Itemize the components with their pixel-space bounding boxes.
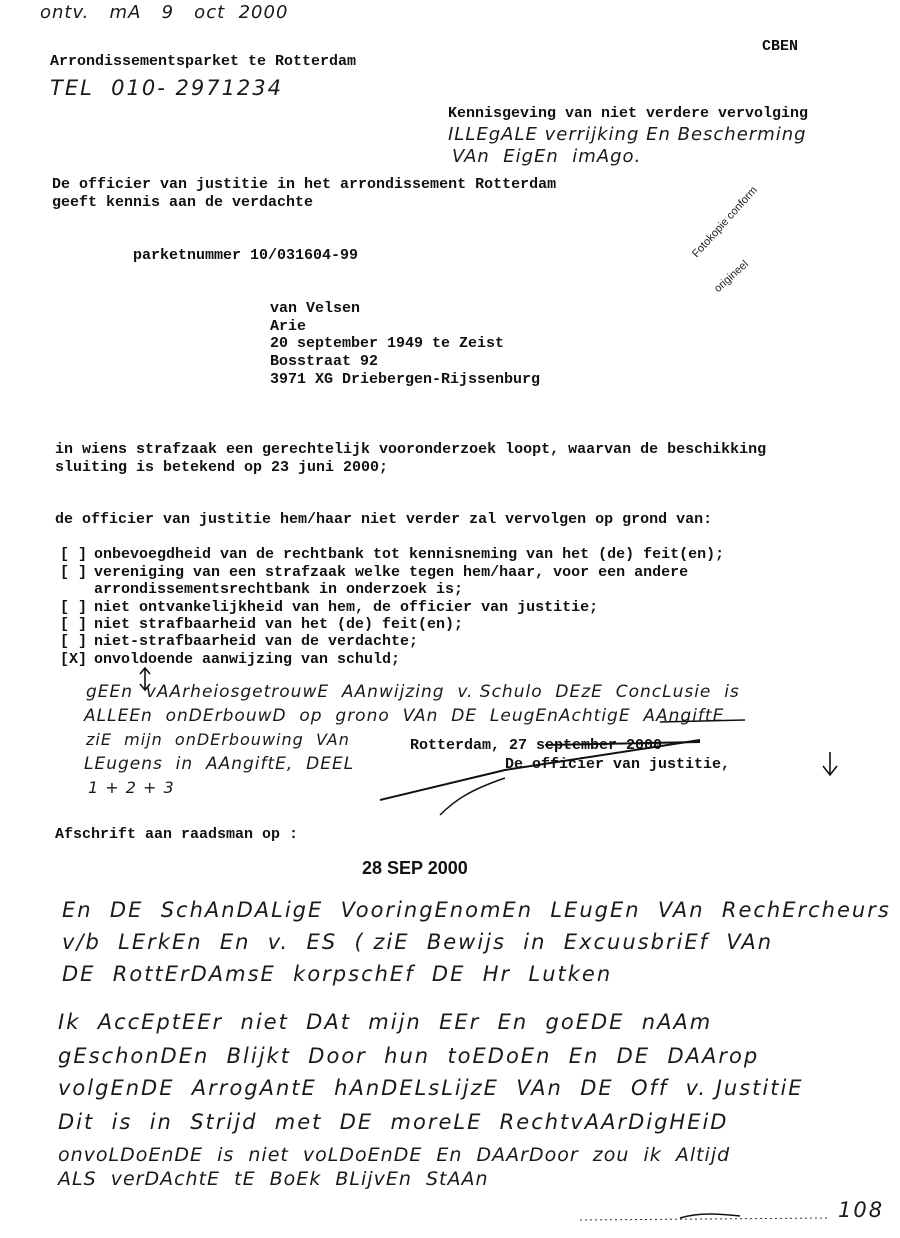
handwritten-received-date: ontv. mA 9 oct 2000 (40, 2, 289, 23)
ground-2-box: [ ] (60, 564, 88, 581)
ground-5-box: [ ] (60, 633, 88, 650)
handwritten-body-line-7: Dit is in Strijd met DE moreLE RechtvAArDigHEiD (58, 1110, 729, 1134)
handwritten-comment-line-1: gEEn vAArheiosgetrouwE AAnwijzing v. Schulo DEzE ConcLusie is (86, 682, 740, 702)
ground-6-text: onvoldoende aanwijzing van schuld; (94, 651, 401, 668)
handwritten-subject-line-1: ILLEgALE verrijking En Bescherming (448, 124, 807, 145)
case-number: parketnummer 10/031604-99 (133, 247, 359, 264)
suspect-surname: van Velsen (270, 300, 361, 317)
handwritten-body-line-9: ALS verDAchtE tE BoEk BLijvEn StAAn (58, 1168, 489, 1190)
ground-3-box: [ ] (60, 599, 88, 616)
handwritten-comment-line-3: ziE mijn onDErbouwing VAn (86, 730, 350, 749)
copy-to-counsel: Afschrift aan raadsman op : (55, 826, 299, 843)
intro-line-2: geeft kennis aan de verdachte (52, 194, 314, 211)
ground-3-text: niet ontvankelijkheid van hem, de officier van justitie; (94, 599, 599, 616)
handwritten-body-line-3: DE RottErDAmsE korpschEf DE Hr Lutken (62, 962, 613, 986)
notice-title: Kennisgeving van niet verdere vervolging (448, 105, 809, 122)
handwritten-body-line-2: v/b LErkEn En v. ES ( ziE Bewijs in ExcuusbriEf VAn (62, 930, 774, 954)
page-number: 108 (838, 1198, 885, 1222)
handwritten-comment-line-4: LEugens in AAngiftE, DEEL (84, 754, 355, 774)
arrow-up-icon (140, 668, 150, 690)
bottom-scribble (680, 1214, 740, 1218)
ground-1-box: [ ] (60, 546, 88, 563)
ground-2-text: vereniging van een strafzaak welke tegen hem/haar, voor een andere (94, 564, 689, 581)
decision-text: de officier van justitie hem/haar niet verder zal vervolgen op grond van: (55, 511, 713, 528)
handwritten-comment-line-2: ALLEEn onDErbouwD op grono VAn DE LeugEnAchtigE AAngiftE (84, 706, 725, 726)
suspect-city: 3971 XG Driebergen-Rijssenburg (270, 371, 541, 388)
case-text-line-1: in wiens strafzaak een gerechtelijk vooronderzoek loopt, waarvan de beschikking (55, 441, 767, 458)
place-and-date: Rotterdam, 27 september 2000 (410, 737, 663, 754)
copy-stamp-line-2: origineel (712, 258, 751, 295)
handwritten-body-line-4: Ik AccEptEEr niet DAt mijn EEr En goEDE nAAm (58, 1010, 713, 1034)
copy-stamp-line-1: Fotokopie conform (690, 184, 760, 261)
ground-2-continued: arrondissementsrechtbank in onderzoek is; (94, 581, 464, 598)
handwritten-subject-line-2: VAn EigEn imAgo. (452, 146, 642, 167)
ground-5-text: niet-strafbaarheid van de verdachte; (94, 633, 419, 650)
received-date-stamp: 28 SEP 2000 (362, 858, 468, 878)
suspect-first-name: Arie (270, 318, 307, 335)
suspect-street: Bosstraat 92 (270, 353, 379, 370)
handwritten-body-line-1: En DE SchAnDALigE VooringEnomEn LEugEn VAn RechErcheurs (62, 898, 891, 922)
handwritten-body-line-8: onvoLDoEnDE is niet voLDoEnDE En DAArDoor zou ik Altijd (58, 1144, 731, 1166)
signature-scribble (380, 740, 700, 800)
suspect-birth: 20 september 1949 te Zeist (270, 335, 505, 352)
handwritten-body-line-5: gEschonDEn Blijkt Door hun toEDoEn En DE DAArop (58, 1044, 760, 1068)
bottom-pen-line (580, 1218, 830, 1220)
intro-line-1: De officier van justitie in het arrondissement Rotterdam (52, 176, 557, 193)
handwritten-phone: TEL 010- 2971234 (50, 76, 284, 100)
ground-4-text: niet strafbaarheid van het (de) feit(en); (94, 616, 464, 633)
underline-mark (660, 720, 745, 722)
arrow-down-icon (823, 752, 837, 775)
ground-6-box-checked: [X] (60, 651, 88, 668)
handwritten-body-line-6: volgEnDE ArrogAntE hAnDELsLijzE VAn DE Off v. JustitiE (58, 1076, 804, 1100)
ground-4-box: [ ] (60, 616, 88, 633)
ground-1-text: onbevoegdheid van de rechtbank tot kennisneming van het (de) feit(en); (94, 546, 725, 563)
office-name: Arrondissementsparket te Rotterdam (50, 53, 357, 70)
handwritten-comment-line-5: 1 + 2 + 3 (88, 778, 175, 797)
case-text-line-2: sluiting is betekend op 23 juni 2000; (55, 459, 389, 476)
document-code: CBEN (762, 38, 799, 55)
signatory-title: De officier van justitie, (505, 756, 731, 773)
